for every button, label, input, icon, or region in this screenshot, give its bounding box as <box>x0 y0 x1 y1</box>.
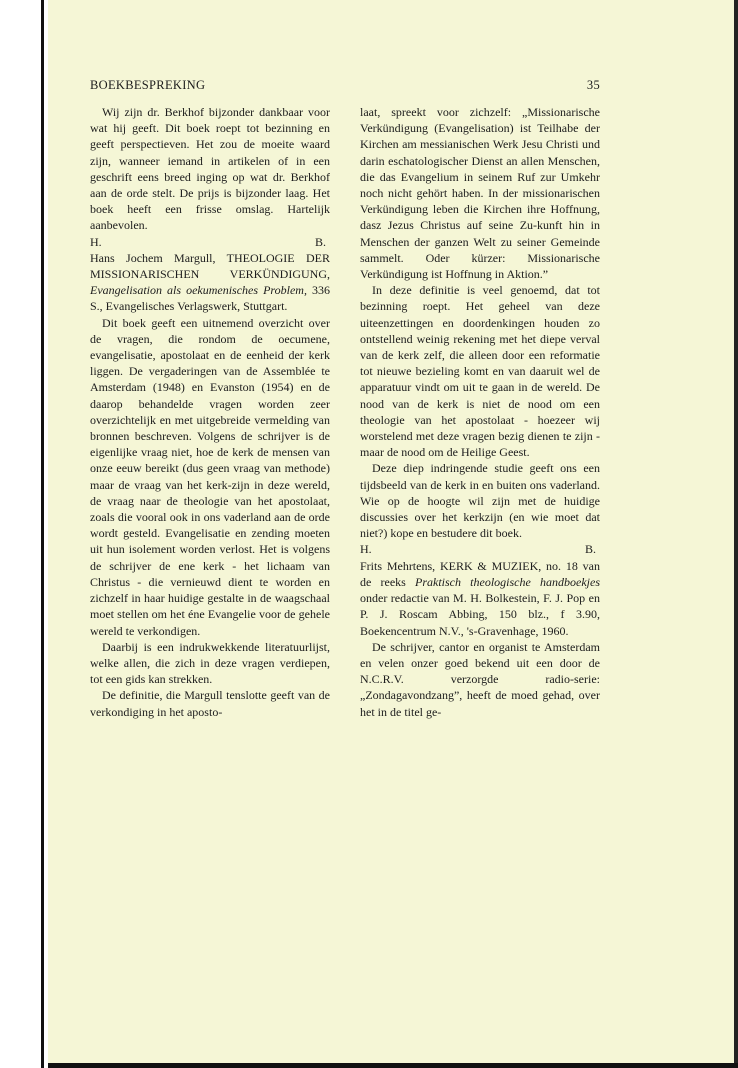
signature-initial-left: H. <box>90 234 102 249</box>
review2-author-title: Hans Jochem Margull, THEOLOGIE DER MISSIONARISCHEN VERKÜNDIGUNG, <box>90 250 330 282</box>
review2-publication-details: 336 S., Evangelisches Verlagswerk, Stuttgart. <box>90 283 331 314</box>
review2-subtitle: Evangelisation als oekumenisches Problem, <box>90 283 307 298</box>
right-column <box>360 104 600 720</box>
review3-paragraph-1: De schrijver, cantor en organist te Amsterdam en velen onzer goed bekend uit een door de N.C.R.V. verzorgde radio-serie: „Zondagavondzang”, heeft de moed gehad, over het in de titel ge- <box>360 639 600 719</box>
review2-paragraph-1: Dit boek geeft een uitnemend overzicht over de vragen, die rondom de oecumene, evangelisatie, apostolaat en de eenheid der kerk liggen. De vergaderingen van de Assemblée te Amsterdam (1948) en Evanston (1954) en de daarop behandelde vragen worden zeer overzichtelijk en met uitgebreide vermelding van bronnen beschreven. Volgens de schrijver is de eigenlijke vraag niet, hoe de kerk de mensen van onze eeuw bereikt (dus geen vraag van methode) maar de vraag van het kerk-zijn in deze wereld, de vraag naar de theologie van het apostolaat, zoals die vooral ook in ons vaderland aan de orde wordt gesteld. Evangelisatie en zending moeten uit hun isolement worden verlost. Het is volgens de schrijver de ene kerk - het lichaam van Christus - die vernieuwd dient te worden en zichzelf in haar huidige gestalte in de waagschaal moet stellen om het éne Evangelie voor de gehele wereld te verkondigen. <box>90 315 330 638</box>
review3-series-title: Praktisch theologische handboekjes <box>415 574 600 589</box>
review2-paragraph-3: De definitie, die Margull tenslotte geeft van de verkondiging in het aposto- <box>90 688 330 719</box>
review3-publication-details: onder redactie van M. H. Bolkestein, F. J. Pop en P. J. Roscam Abbing, 150 blz., f 3.90, Boekencentrum N.V., 's-Gravenhage, 1960. <box>360 591 600 638</box>
review2-paragraph-4: In deze definitie is veel genoemd, dat tot bezinning roept. Het geheel van deze uiteenzettingen en doordenkingen houden zo ontstellend weinig rekening met het diepe verval van de kerk zelf, die alleen door een reformatie tot nieuwe bezieling komt en van daaruit wel de apparatuur vindt om uit te gaan in de wereld. De nood van de kerk is niet de nood om een theologie van het apostolaat - hoezeer wij worstelend met deze vragen bezig dienen te zijn - maar de nood om de Heilige Geest. <box>360 283 600 460</box>
scan-edge-left <box>0 0 48 1068</box>
review2-paragraph-5: Deze diep indringende studie geeft ons een tijdsbeeld van de kerk in en buiten ons vaderland. Wie op de hoogte wil zijn met de huidige discussies over het kerkzijn (en wie moet dat niet?) kope en bestudere dit boek. <box>360 461 600 541</box>
scan-edge-right <box>734 0 738 1068</box>
review1-closing-paragraph: Wij zijn dr. Berkhof bijzonder dankbaar voor wat hij geeft. Dit boek roept tot bezinning en geeft perspectieven. Het zou de moeite waard zijn, wanneer iemand in artikelen of in een geschrift eens breed inging op wat dr. Berkhof aan de orde stelt. De prijs is bijzonder laag. Het boek heeft een frisse omslag. Hartelijk aanbevolen. <box>90 105 330 233</box>
review2-heading <box>90 250 330 315</box>
signature-initial-right: B. <box>314 234 326 249</box>
running-head <box>90 78 600 98</box>
running-head-title: BOEKBESPREKING <box>90 78 206 92</box>
scan-edge-bottom <box>48 1063 738 1068</box>
review2-paragraph-3-continued: laat, spreekt voor zichzelf: „Missionarische Verkündigung (Evangelisation) ist Teilhabe der Kirchen am messianischen Werk Jesu Christi und darin eschatologischer Dienst an allen Menschen, die das Evangelium in seinem Ruf zur Umkehr noch nicht gehört haben. In der missionarischen Verkündigung leben die Kirchen ihre Hoffnung, dasz Jezus Christus auf seine Zu-kunft hin in Menschen der ganzen Welt zu seiner Gemeinde sammelt. Oder kürzer: Missionarische Verkündigung ist Hoffnung in Aktion.” <box>360 105 600 282</box>
signature-initial-left: H. <box>360 542 372 557</box>
review1-signature <box>90 234 330 250</box>
review2-paragraph-2: Daarbij is een indrukwekkende literatuurlijst, welke allen, die zich in deze vragen verdiepen, tot een gids kan strekken. <box>90 639 330 687</box>
left-column <box>90 104 330 720</box>
review3-heading <box>360 558 600 639</box>
page-number: 35 <box>586 78 600 92</box>
review3-author-title: Frits Mehrtens, KERK & MUZIEK, no. 18 van de reeks <box>360 558 600 589</box>
review2-signature <box>360 541 600 557</box>
signature-initial-right: B. <box>584 542 596 557</box>
